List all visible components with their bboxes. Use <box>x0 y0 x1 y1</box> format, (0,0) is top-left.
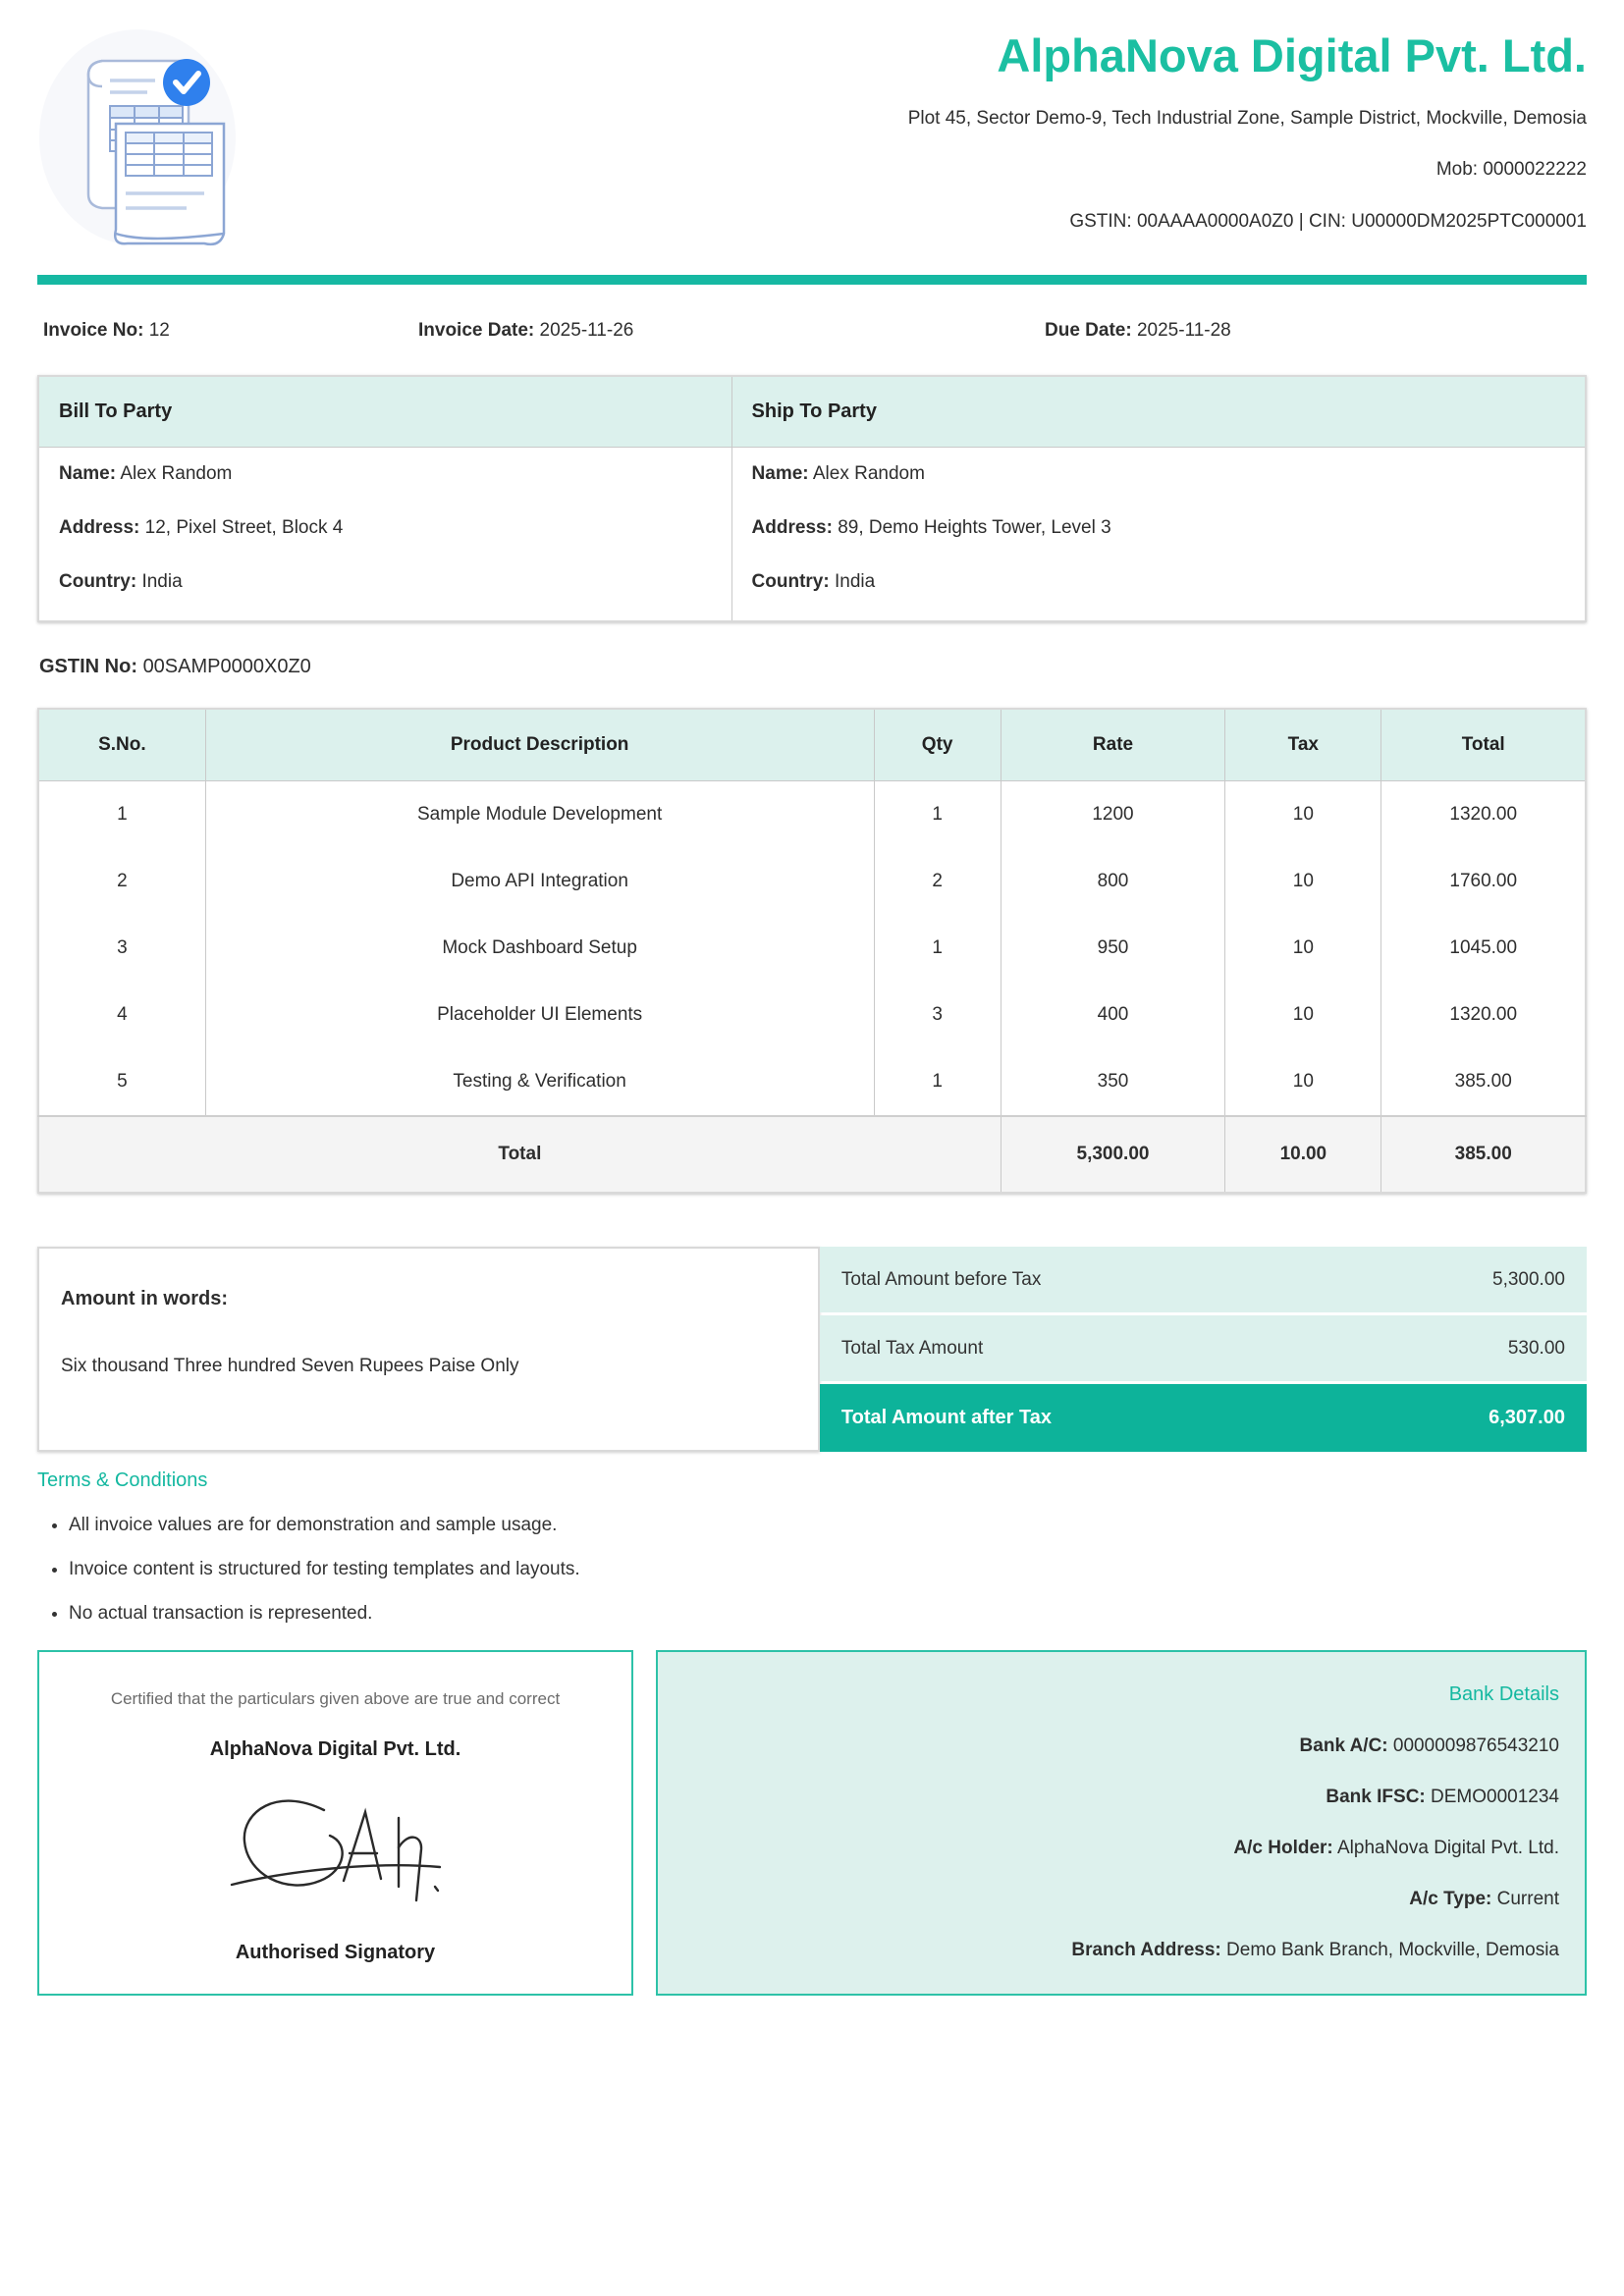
footer-boxes <box>37 1650 1587 1996</box>
total-before-tax-row <box>820 1247 1587 1312</box>
item-qty: 1 <box>874 781 1001 849</box>
ship-address <box>752 517 1565 539</box>
items-total-amount: 385.00 <box>1381 1116 1586 1193</box>
item-rate: 1200 <box>1001 781 1225 849</box>
item-description: Placeholder UI Elements <box>205 982 874 1048</box>
item-qty: 3 <box>874 982 1001 1048</box>
item-total: 1320.00 <box>1381 982 1586 1048</box>
bank-type <box>683 1889 1559 1910</box>
item-row <box>38 848 1586 915</box>
bill-name-label: Name: <box>59 463 117 484</box>
bill-name <box>59 463 712 485</box>
parties-body-row <box>38 448 1586 622</box>
ship-country <box>752 571 1565 593</box>
ship-address-value: 89, Demo Heights Tower, Level 3 <box>838 517 1111 538</box>
items-total-rate: 5,300.00 <box>1001 1116 1225 1193</box>
bill-country-label: Country: <box>59 571 137 592</box>
due-date-value: 2025-11-28 <box>1136 320 1231 341</box>
item-tax: 10 <box>1225 781 1381 849</box>
due-date-label: Due Date: <box>1045 320 1132 341</box>
bill-address-label: Address: <box>59 517 140 538</box>
invoice-date <box>418 320 1045 342</box>
bill-to-cell <box>38 448 731 622</box>
authorised-signatory-label: Authorised Signatory <box>235 1942 436 1963</box>
col-qty: Qty <box>874 709 1001 781</box>
item-tax: 10 <box>1225 848 1381 915</box>
col-rate: Rate <box>1001 709 1225 781</box>
bank-ifsc <box>683 1787 1559 1808</box>
col-total: Total <box>1381 709 1586 781</box>
item-description: Mock Dashboard Setup <box>205 915 874 982</box>
item-sno: 2 <box>38 848 205 915</box>
item-total: 1760.00 <box>1381 848 1586 915</box>
total-after-tax-label: Total Amount after Tax <box>840 1407 1052 1428</box>
certify-company-name: AlphaNova Digital Pvt. Ltd. <box>209 1738 461 1760</box>
item-tax: 10 <box>1225 1048 1381 1116</box>
certify-text: Certified that the particulars given above are true and correct <box>110 1689 561 1708</box>
item-tax: 10 <box>1225 982 1381 1048</box>
customer-gstin-label: GSTIN No: <box>39 656 137 677</box>
ship-name-label: Name: <box>751 463 809 484</box>
bill-name-value: Alex Random <box>120 463 233 484</box>
item-rate: 800 <box>1001 848 1225 915</box>
invoice-header <box>37 0 1587 251</box>
bank-holder-label: A/c Holder: <box>1233 1838 1333 1858</box>
bank-account <box>683 1735 1559 1757</box>
col-description: Product Description <box>205 709 874 781</box>
amount-in-words-text: Six thousand Three hundred Seven Rupees Paise Only <box>61 1356 519 1376</box>
totals-panel <box>820 1247 1587 1452</box>
item-sno: 1 <box>38 781 205 849</box>
company-address: Plot 45, Sector Demo-9, Tech Industrial Zone, Sample District, Mockville, Demosia <box>907 108 1587 130</box>
item-description: Sample Module Development <box>205 781 874 849</box>
terms-item: • No actual transaction is represented. <box>69 1603 1587 1625</box>
bank-ifsc-value: DEMO0001234 <box>1431 1787 1559 1807</box>
bank-holder-value: AlphaNova Digital Pvt. Ltd. <box>1336 1838 1559 1858</box>
items-header-row <box>38 709 1586 781</box>
item-row <box>38 982 1586 1048</box>
terms-item: • Invoice content is structured for testing templates and layouts. <box>69 1559 1587 1580</box>
terms-section <box>37 1469 1587 1625</box>
item-sno: 3 <box>38 915 205 982</box>
item-rate: 350 <box>1001 1048 1225 1116</box>
invoice-meta-row <box>37 320 1587 342</box>
invoice-number-value: 12 <box>148 320 170 341</box>
bank-details-title: Bank Details <box>1448 1683 1559 1705</box>
col-tax: Tax <box>1225 709 1381 781</box>
ship-country-label: Country: <box>751 571 830 592</box>
bank-holder <box>683 1838 1559 1859</box>
ship-to-header: Ship To Party <box>731 376 1586 448</box>
bill-country <box>59 571 712 593</box>
items-table <box>37 708 1587 1194</box>
bill-country-value: India <box>141 571 183 592</box>
ship-country-value: India <box>834 571 876 592</box>
item-total: 385.00 <box>1381 1048 1586 1116</box>
item-description: Testing & Verification <box>205 1048 874 1116</box>
bank-type-label: A/c Type: <box>1409 1889 1492 1909</box>
bill-to-header: Bill To Party <box>38 376 731 448</box>
total-tax-row <box>820 1315 1587 1381</box>
bank-branch-value: Demo Bank Branch, Mockville, Demosia <box>1226 1940 1559 1960</box>
total-tax-value: 530.00 <box>1507 1337 1565 1359</box>
ship-address-label: Address: <box>751 517 833 538</box>
signature-icon <box>218 1785 454 1932</box>
company-info-block <box>37 0 1587 233</box>
item-rate: 400 <box>1001 982 1225 1048</box>
total-tax-label: Total Tax Amount <box>840 1337 984 1359</box>
total-before-tax-label: Total Amount before Tax <box>840 1268 1042 1290</box>
terms-item: • All invoice values are for demonstration and sample usage. <box>69 1515 1587 1536</box>
customer-gstin-line <box>37 656 1587 678</box>
bank-ifsc-label: Bank IFSC: <box>1326 1787 1426 1807</box>
item-qty: 1 <box>874 1048 1001 1116</box>
terms-title: Terms & Conditions <box>37 1469 208 1491</box>
item-row <box>38 781 1586 849</box>
bank-branch <box>683 1940 1559 1961</box>
amount-in-words-box <box>37 1247 820 1452</box>
amount-in-words-label: Amount in words: <box>61 1288 228 1309</box>
total-after-tax-row <box>820 1384 1587 1452</box>
item-rate: 950 <box>1001 915 1225 982</box>
bank-details-box <box>656 1650 1587 1996</box>
due-date <box>1045 320 1587 342</box>
teal-divider <box>37 275 1587 285</box>
parties-table <box>37 375 1587 622</box>
col-sno: S.No. <box>38 709 205 781</box>
summary-section <box>37 1247 1587 1452</box>
bank-type-value: Current <box>1496 1889 1559 1909</box>
bank-account-label: Bank A/C: <box>1299 1735 1388 1756</box>
item-qty: 1 <box>874 915 1001 982</box>
item-row <box>38 915 1586 982</box>
item-total: 1045.00 <box>1381 915 1586 982</box>
item-description: Demo API Integration <box>205 848 874 915</box>
item-sno: 5 <box>38 1048 205 1116</box>
invoice-document-logo-icon <box>37 22 248 247</box>
item-sno: 4 <box>38 982 205 1048</box>
invoice-date-label: Invoice Date: <box>418 320 535 341</box>
ship-name-value: Alex Random <box>812 463 925 484</box>
terms-list <box>37 1515 1587 1625</box>
item-tax: 10 <box>1225 915 1381 982</box>
bill-address-value: 12, Pixel Street, Block 4 <box>144 517 344 538</box>
ship-to-cell <box>731 448 1586 622</box>
item-row <box>38 1048 1586 1116</box>
total-after-tax-value: 6,307.00 <box>1489 1407 1565 1428</box>
parties-header-row <box>38 376 1586 448</box>
company-gstin-cin: GSTIN: 00AAAA0000A0Z0 | CIN: U00000DM2025PTC000001 <box>1069 211 1587 233</box>
customer-gstin-value: 00SAMP0000X0Z0 <box>142 656 311 677</box>
item-qty: 2 <box>874 848 1001 915</box>
bill-address <box>59 517 712 539</box>
certification-box <box>37 1650 633 1996</box>
bank-account-value: 0000009876543210 <box>1392 1735 1559 1756</box>
items-total-label: Total <box>38 1116 1001 1193</box>
invoice-number <box>43 320 418 342</box>
items-total-row <box>38 1116 1586 1193</box>
bank-branch-label: Branch Address: <box>1071 1940 1221 1960</box>
company-mobile: Mob: 0000022222 <box>1435 159 1587 181</box>
item-total: 1320.00 <box>1381 781 1586 849</box>
invoice-number-label: Invoice No: <box>43 320 144 341</box>
ship-name <box>752 463 1565 485</box>
company-name: AlphaNova Digital Pvt. Ltd. <box>997 29 1587 81</box>
items-total-tax: 10.00 <box>1225 1116 1381 1193</box>
total-before-tax-value: 5,300.00 <box>1492 1268 1565 1290</box>
invoice-date-value: 2025-11-26 <box>539 320 634 341</box>
check-badge-icon <box>163 59 210 106</box>
